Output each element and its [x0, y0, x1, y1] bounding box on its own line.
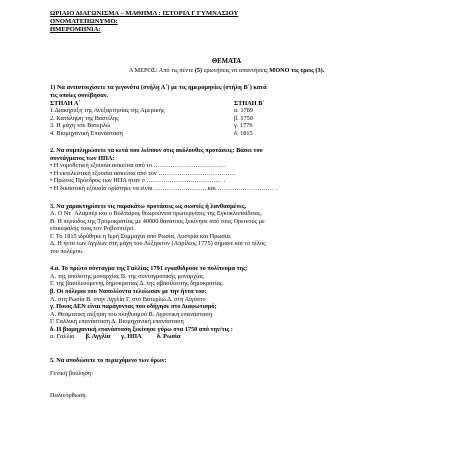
question-4a-title: 4.α. Το πρώτο σύνταγμα της Γαλλίας 1791 εγκαθίδρυσε το πολίτευμα της:	[50, 265, 248, 273]
question-1	[50, 84, 403, 137]
choice-line: Α. στη Ρωσία Β. στην Αγγλία Γ. στο Βατερλώ Δ. στη Αιγύπτο	[50, 295, 206, 303]
instructions	[50, 67, 403, 75]
column-b-label: ΣΤΗΛΗ Β΄	[234, 99, 265, 107]
option-b: β. Αγγλία	[85, 333, 111, 341]
term-restoration: Παλινόρθωση.	[50, 391, 88, 399]
option-d: δ. Ρωσία	[156, 333, 181, 341]
match-left: 1.Διακήρυξη της Ανεξαρτησίας της Αμερικής	[50, 107, 165, 115]
match-left: 4. Βιομηχανική Επανάσταση	[50, 129, 123, 137]
question-2-title-a: 2. Να συμπληρώσετε τα κενά που λείπουν στις ακόλουθες προτάσεις: Βάσει του	[50, 147, 263, 155]
date-label: ΗΜΕΡΟΜΗΝΙΑ:	[50, 25, 101, 33]
fill-blank-line: • Πρώτος Πρόεδρος των ΗΠΑ ήταν ο ……………………………… .	[50, 177, 226, 185]
topics-title: ΘΕΜΑΤΑ	[211, 57, 242, 65]
match-row	[50, 115, 270, 123]
question-1-title-b: τις οποίες συνέβησαν.	[50, 91, 109, 99]
question-3-title: 3. Να χαρακτηρίσετε τις παρακάτω προτάσεις ως σωστές ή λανθασμένες.	[50, 202, 247, 210]
instructions-only-three: ΜΟΝΟ τις τρεις (3).	[269, 66, 325, 74]
match-right: α. 1789	[234, 107, 254, 115]
choice-line: Α. της απόλυτης μοναρχίας Β. της συνταγματικής μοναρχίας	[50, 272, 204, 280]
fill-blank-line: • Η εκτελεστική εξουσία ασκείται από τον ……………………………….	[50, 169, 236, 177]
match-right: γ. 1776	[234, 122, 253, 130]
fill-blank-line: • Η νομοθετική εξουσία ασκείται από το ……………………….. …. .	[50, 162, 226, 170]
question-3	[50, 203, 403, 256]
match-left: 3. Η μάχη του Βατερλώ	[50, 122, 111, 130]
instructions-text-b: ερωτήσεις να απαντήσεις	[203, 66, 268, 74]
statement-line: Γ. Το 1815 ιδρύθηκε η Ιερή Συμμαχία από Ρωσία, Αυστρία και Πρωσία.	[50, 232, 232, 240]
question-5-title: 5. Να αποδώσετε το περιεχόμενο των όρων:	[50, 356, 167, 364]
column-a-label: ΣΤΗΛΗ Α΄	[50, 99, 81, 107]
option-c: γ. ΗΠΑ	[121, 333, 142, 341]
match-row	[50, 130, 270, 138]
statement-line: επικεφαλής τους τον Ροβεσπιέρο.	[50, 225, 135, 233]
choice-line: Α. Θεαματική αύξηση του πληθυσμού Β. Αγροτική επανάσταση	[50, 310, 213, 318]
student-name-label: ΟΝΟΜΑΤΕΠΩΝΥΜΟ:	[50, 17, 118, 25]
choice-options	[50, 333, 403, 341]
match-row	[50, 122, 270, 130]
question-4b-title: β. Οι πόλεμοι του Ναπολέοντα τελείωσαν με την ήττα του:	[50, 288, 207, 295]
columns-header	[50, 100, 270, 108]
match-left: 2. Κατάληψη της Βαστίλης	[50, 114, 119, 122]
part-label: Α ΜΕΡΟΣ:	[128, 66, 158, 74]
question-4c-title: γ. Ποιος ΔΕΝ είναι παράγοντας που οδήγησε στο Διαφωτισμό;	[50, 303, 217, 311]
match-right: β. 1750	[234, 114, 253, 122]
exam-header-title: ΩΡΙΑΙΟ ΔΙΑΓΩΝΙΣΜΑ – ΜΑΘΗΜΑ : ΙΣΤΟΡΙΑ Γ ΓΥΜΝΑΣΙΟΥ	[50, 10, 239, 17]
statement-line: Δ. Η ήττα των Άγγλων στη μάχη του Λέξιγκτον (Απρίλιος 1775) σήμανε και το τέλος	[50, 240, 266, 248]
question-2-title-b: συντάγματος των ΗΠΑ:	[50, 154, 115, 162]
choice-line: Γ. της βασιλευόμενης δημοκρατίας Δ. της αβασίλευτης δημοκρατίας	[50, 280, 223, 288]
option-a: α. Γαλλία	[50, 333, 75, 341]
statement-line: του πολέμου.	[50, 247, 84, 255]
question-5	[50, 357, 403, 400]
match-right: δ. 1815	[234, 129, 253, 137]
question-1-title-a: 1) Να αντιστοιχίσετε τα γεγονότα (στήλη Α΄) με τις ημερομηνίες (στήλη Β΄) κατά	[50, 84, 267, 92]
statement-line: Β. Η περίοδος της Τρομοκρατίας με 40000 θανάτους ξεκίνησε από τους Ορεινούς με	[50, 217, 265, 225]
question-4	[50, 265, 403, 340]
match-row	[50, 107, 270, 115]
fill-blank-line: • Η δικαστική εξουσία ορίστηκε να είναι ……………………. και ……………………… .	[50, 184, 278, 192]
instructions-text-a: Από τις πέντε	[158, 66, 194, 74]
question-2	[50, 147, 403, 192]
term-general-will: Γενική βούληση:	[50, 370, 94, 378]
instructions-five: (5)	[194, 66, 203, 74]
statement-line: Α. Ο Ντ΄ Αλαμπέρ και ο Βολταίρος θεωρούνται πρωτεργάτες της Εγκυκλοπαίδειας.	[50, 210, 263, 218]
question-4d-title: δ. Η βιομηχανική επανάσταση ξεκίνησε γύρω στα 1750 από την/τις :	[50, 325, 233, 333]
choice-line: Γ. Γαλλική επανάσταση Δ. Βιομηχανική επανάσταση	[50, 318, 184, 326]
